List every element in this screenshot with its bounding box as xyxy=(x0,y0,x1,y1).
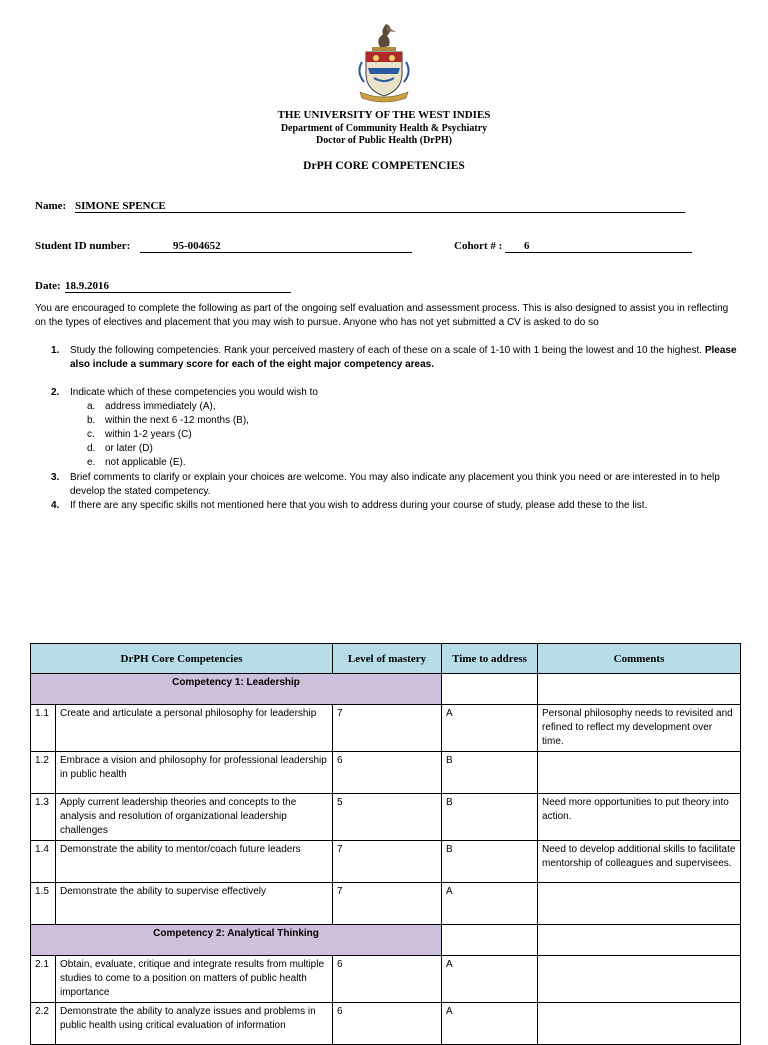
table-row xyxy=(31,705,741,752)
department-name: Department of Community Health & Psychiatry xyxy=(280,123,488,134)
row-id: 2.2 xyxy=(31,1003,56,1045)
section-time-cell[interactable] xyxy=(442,925,538,956)
row-competency: Obtain, evaluate, critique and integrate results from multiple studies to come to a position on matters of public health importance xyxy=(56,956,333,1003)
row-level[interactable]: 7 xyxy=(333,705,442,752)
option-text: not applicable (E). xyxy=(105,457,186,468)
form-title: DrPH CORE COMPETENCIES xyxy=(303,160,465,172)
time-option-e xyxy=(87,456,387,470)
instruction-number: 1. xyxy=(51,345,60,356)
table-row xyxy=(31,752,741,794)
table-row xyxy=(31,956,741,1003)
row-competency: Demonstrate the ability to supervise effectively xyxy=(56,883,333,925)
instruction-text-bold: Please also include a summary score for each of the eight major competency areas. xyxy=(70,345,737,370)
instruction-item-1 xyxy=(0,344,768,374)
instruction-text: Brief comments to clarify or explain your choices are welcome. You may also indicate any placement you think you need or are interested in to help develop the stated competency. xyxy=(70,472,720,497)
row-competency: Embrace a vision and philosophy for professional leadership in public health xyxy=(56,752,333,794)
cohort-label: Cohort # : xyxy=(454,240,503,252)
header-competencies: DrPH Core Competencies xyxy=(31,644,333,674)
instruction-number: 3. xyxy=(51,472,60,483)
option-letter: b. xyxy=(87,415,96,426)
instruction-number: 2. xyxy=(51,387,60,398)
row-time[interactable]: A xyxy=(442,956,538,1003)
option-text: or later (D) xyxy=(105,443,153,454)
header-comments: Comments xyxy=(538,644,741,674)
row-time[interactable]: A xyxy=(442,1003,538,1045)
section-comment-cell[interactable] xyxy=(538,674,741,705)
row-id: 1.1 xyxy=(31,705,56,752)
row-comment[interactable]: Need to develop additional skills to facilitate mentorship of colleagues and supervisees. xyxy=(538,841,741,883)
student-id-value[interactable]: 95-004652 xyxy=(173,240,221,252)
instruction-number: 4. xyxy=(51,500,60,511)
row-time[interactable]: B xyxy=(442,752,538,794)
row-time[interactable]: B xyxy=(442,841,538,883)
section-row xyxy=(31,674,741,705)
instruction-text-plain: Study the following competencies. Rank your perceived mastery of each of these on a scale of 1-10 with 1 being the lowest and 10 the highest. xyxy=(70,345,703,356)
university-crest-icon xyxy=(356,22,412,104)
time-option-c xyxy=(87,428,387,442)
section-title: Competency 1: Leadership xyxy=(31,674,442,705)
header-time-to-address: Time to address xyxy=(442,644,538,674)
time-option-d xyxy=(87,442,387,456)
section-title: Competency 2: Analytical Thinking xyxy=(31,925,442,956)
row-time[interactable]: B xyxy=(442,794,538,841)
name-underline xyxy=(75,212,685,213)
row-competency: Apply current leadership theories and concepts to the analysis and resolution of organizational leadership challenges xyxy=(56,794,333,841)
student-id-underline xyxy=(140,252,412,253)
row-comment[interactable] xyxy=(538,956,741,1003)
date-underline xyxy=(65,292,291,293)
table-row xyxy=(31,794,741,841)
intro-paragraph: You are encouraged to complete the following as part of the ongoing self evaluation and assessment process. This is also designed to assist you in reflecting on the types of electives and placement that you may wish to pursue. Anyone who has not yet submitted a CV is asked to do so xyxy=(35,303,729,328)
row-competency: Demonstrate the ability to mentor/coach future leaders xyxy=(56,841,333,883)
row-level[interactable]: 6 xyxy=(333,1003,442,1045)
table-header-row xyxy=(31,644,741,674)
section-comment-cell[interactable] xyxy=(538,925,741,956)
row-comment[interactable]: Personal philosophy needs to revisited and refined to reflect my development over time. xyxy=(538,705,741,752)
option-text: address immediately (A), xyxy=(105,401,216,412)
row-id: 2.1 xyxy=(31,956,56,1003)
row-level[interactable]: 5 xyxy=(333,794,442,841)
row-competency: Create and articulate a personal philosophy for leadership xyxy=(56,705,333,752)
instruction-text xyxy=(70,344,740,372)
option-letter: c. xyxy=(87,429,95,440)
row-id: 1.3 xyxy=(31,794,56,841)
table-row xyxy=(31,841,741,883)
date-label: Date: xyxy=(35,280,61,292)
instruction-item-2 xyxy=(0,386,768,400)
row-comment[interactable]: Need more opportunities to put theory into action. xyxy=(538,794,741,841)
row-id: 1.5 xyxy=(31,883,56,925)
section-row xyxy=(31,925,741,956)
student-id-label: Student ID number: xyxy=(35,240,131,252)
cohort-underline xyxy=(505,252,692,253)
time-option-a xyxy=(87,400,387,414)
row-time[interactable]: A xyxy=(442,883,538,925)
option-letter: e. xyxy=(87,457,96,468)
time-option-b xyxy=(87,414,387,428)
row-comment[interactable] xyxy=(538,883,741,925)
name-value[interactable]: SIMONE SPENCE xyxy=(75,200,166,212)
row-comment[interactable] xyxy=(538,752,741,794)
option-letter: d. xyxy=(87,443,96,454)
instruction-item-4 xyxy=(0,499,768,513)
row-id: 1.2 xyxy=(31,752,56,794)
instruction-item-3 xyxy=(0,471,768,501)
program-name: Doctor of Public Health (DrPH) xyxy=(316,135,452,146)
cohort-value[interactable]: 6 xyxy=(524,240,530,252)
instruction-text: Indicate which of these competencies you would wish to xyxy=(70,387,318,398)
row-level[interactable]: 6 xyxy=(333,956,442,1003)
row-competency: Demonstrate the ability to analyze issues and problems in public health using critical evaluation of information xyxy=(56,1003,333,1045)
option-letter: a. xyxy=(87,401,96,412)
university-name: THE UNIVERSITY OF THE WEST INDIES xyxy=(277,109,491,121)
header-level-of-mastery: Level of mastery xyxy=(333,644,442,674)
section-time-cell[interactable] xyxy=(442,674,538,705)
competency-table xyxy=(30,643,741,1045)
row-time[interactable]: A xyxy=(442,705,538,752)
row-id: 1.4 xyxy=(31,841,56,883)
row-level[interactable]: 6 xyxy=(333,752,442,794)
option-text: within 1-2 years (C) xyxy=(105,429,192,440)
name-label: Name: xyxy=(35,200,67,212)
instruction-text: If there are any specific skills not mentioned here that you wish to address during your course of study, please add these to the list. xyxy=(70,500,648,511)
date-value[interactable]: 18.9.2016 xyxy=(65,280,109,292)
table-row xyxy=(31,883,741,925)
row-level[interactable]: 7 xyxy=(333,841,442,883)
option-text: within the next 6 -12 months (B), xyxy=(105,415,249,426)
row-level[interactable]: 7 xyxy=(333,883,442,925)
